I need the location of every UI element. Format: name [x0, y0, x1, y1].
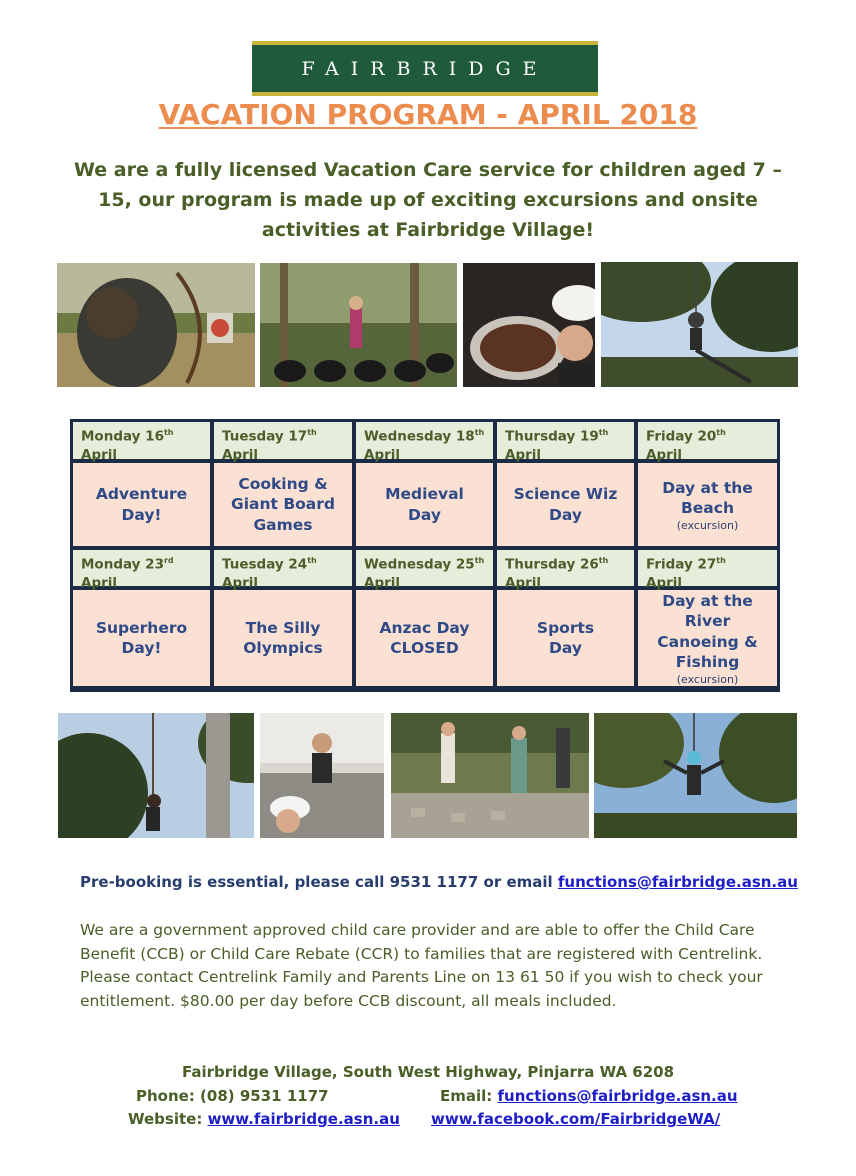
- activity-line: Sports: [536, 618, 595, 637]
- day-label: Friday 20: [646, 428, 717, 445]
- month-label: April: [364, 574, 401, 591]
- day-label: Monday 16: [81, 428, 164, 445]
- phone-line: Phone: (08) 9531 1177: [136, 1087, 329, 1105]
- month-label: April: [222, 446, 259, 463]
- prebooking-notice: [80, 873, 798, 891]
- logo-text: FAIRBRIDGE: [301, 57, 549, 80]
- activity-line: Canoeing &: [657, 632, 758, 651]
- activity-line: Superhero: [95, 618, 188, 637]
- program-table: [70, 419, 780, 692]
- day-label: Wednesday 25: [364, 556, 475, 573]
- activity-line: The Silly: [245, 618, 321, 637]
- day-suffix: rd: [163, 556, 174, 565]
- excursion-note: (excursion): [676, 518, 739, 532]
- activity-line: Fishing: [675, 653, 740, 671]
- activity-cell: [214, 463, 352, 546]
- activity-line: Day!: [121, 505, 162, 524]
- month-label: April: [646, 574, 683, 591]
- date-cell: [497, 550, 634, 591]
- activity-cell: [356, 463, 493, 546]
- date-cell: [73, 422, 210, 463]
- day-suffix: th: [598, 428, 609, 437]
- day-label: Tuesday 17: [222, 428, 308, 445]
- day-suffix: th: [474, 428, 485, 437]
- group-games-photo: [391, 713, 589, 838]
- month-label: April: [505, 574, 542, 591]
- date-cell: [497, 422, 634, 463]
- email-label: Email:: [440, 1087, 498, 1105]
- archery-photo: [57, 263, 255, 387]
- activity-cell: [497, 463, 634, 546]
- day-suffix: th: [716, 556, 726, 565]
- day-label: Wednesday 18: [364, 428, 475, 445]
- excursion-note: (excursion): [676, 672, 739, 686]
- harness-climb-photo: [594, 713, 797, 838]
- month-label: April: [81, 574, 118, 591]
- fairbridge-logo: [252, 41, 598, 96]
- day-label: Friday 27: [646, 556, 717, 573]
- date-cell: [214, 550, 352, 591]
- tyre-obstacle-photo: [260, 263, 457, 387]
- month-label: April: [505, 446, 542, 463]
- day-label: Thursday 19: [505, 428, 599, 445]
- day-label: Thursday 26: [505, 556, 599, 573]
- day-suffix: th: [163, 428, 174, 437]
- high-ropes-photo: [601, 262, 798, 387]
- activity-cell: [638, 590, 777, 686]
- activity-line: Day: [549, 639, 582, 657]
- activity-cell: [73, 463, 210, 546]
- day-suffix: th: [307, 428, 317, 437]
- day-label: Tuesday 24: [222, 556, 308, 573]
- day-suffix: th: [474, 556, 485, 565]
- activity-line: Adventure: [95, 485, 188, 503]
- policy-paragraph: We are a government approved child care provider and are able to offer the Child Care Benefit (CCB) or Child Care Rebate (CCR) to families that are registered with Centrelink. Please contact Centrelink Family and Parents Line on 13 61 50 if you wish to check your entitlement. $80.00 per day before CCB discount, all meals included.: [80, 921, 763, 1011]
- activity-cell: [356, 590, 493, 686]
- activity-cell: [73, 590, 210, 686]
- activity-cell: [214, 590, 352, 686]
- activity-line: Day: [408, 505, 441, 524]
- activity-cell: [638, 463, 777, 546]
- date-cell: [638, 422, 777, 463]
- month-label: April: [81, 446, 118, 463]
- activity-line: Day: [549, 505, 582, 524]
- activity-line: Day!: [121, 639, 162, 657]
- date-cell: [214, 422, 352, 463]
- address-line: Fairbridge Village, South West Highway, Pinjarra WA 6208: [181, 1063, 675, 1081]
- activity-line: Giant Board: [231, 495, 335, 514]
- page-title: VACATION PROGRAM - APRIL 2018: [158, 98, 698, 131]
- date-cell: [73, 550, 210, 591]
- facebook-link[interactable]: www.facebook.com/FairbridgeWA/: [431, 1110, 721, 1128]
- day-suffix: th: [598, 556, 609, 565]
- day-label: Monday 23: [81, 556, 164, 573]
- activity-line: Games: [253, 515, 313, 534]
- date-cell: [638, 550, 777, 591]
- month-label: April: [222, 574, 259, 591]
- activity-line: Day at the: [662, 478, 753, 497]
- functions-email-link[interactable]: functions@fairbridge.asn.au: [557, 873, 798, 891]
- contact-email-link[interactable]: functions@fairbridge.asn.au: [497, 1087, 738, 1105]
- email-line: [440, 1087, 738, 1105]
- date-cell: [356, 422, 493, 463]
- day-suffix: th: [716, 428, 726, 437]
- kitchen-photo: [260, 713, 384, 838]
- website-link[interactable]: www.fairbridge.asn.au: [207, 1110, 400, 1128]
- rope-climb-photo: [58, 713, 254, 838]
- website-label: Website:: [128, 1110, 208, 1128]
- activity-line: Beach: [680, 499, 734, 517]
- month-label: April: [364, 446, 401, 463]
- cooking-photo: [463, 263, 595, 387]
- activity-line: River: [684, 612, 731, 630]
- month-label: April: [646, 446, 683, 463]
- activity-line: Day at the: [662, 591, 753, 610]
- day-suffix: th: [307, 556, 317, 565]
- activity-line: Anzac Day: [379, 618, 470, 637]
- date-cell: [356, 550, 493, 591]
- website-line: [128, 1110, 400, 1128]
- intro-text: We are a fully licensed Vacation Care service for children aged 7 – 15, our program is made up of exciting excursions and onsite activities at Fairbridge Village!: [73, 159, 783, 241]
- prebooking-text: Pre-booking is essential, please call 9531 1177 or email: [80, 873, 558, 891]
- activity-line: Medieval: [385, 485, 464, 503]
- activity-line: Cooking &: [238, 474, 328, 493]
- activity-line: CLOSED: [390, 639, 459, 657]
- activity-line: Olympics: [243, 639, 323, 657]
- activity-line: Science Wiz: [513, 485, 618, 503]
- activity-cell: [497, 590, 634, 686]
